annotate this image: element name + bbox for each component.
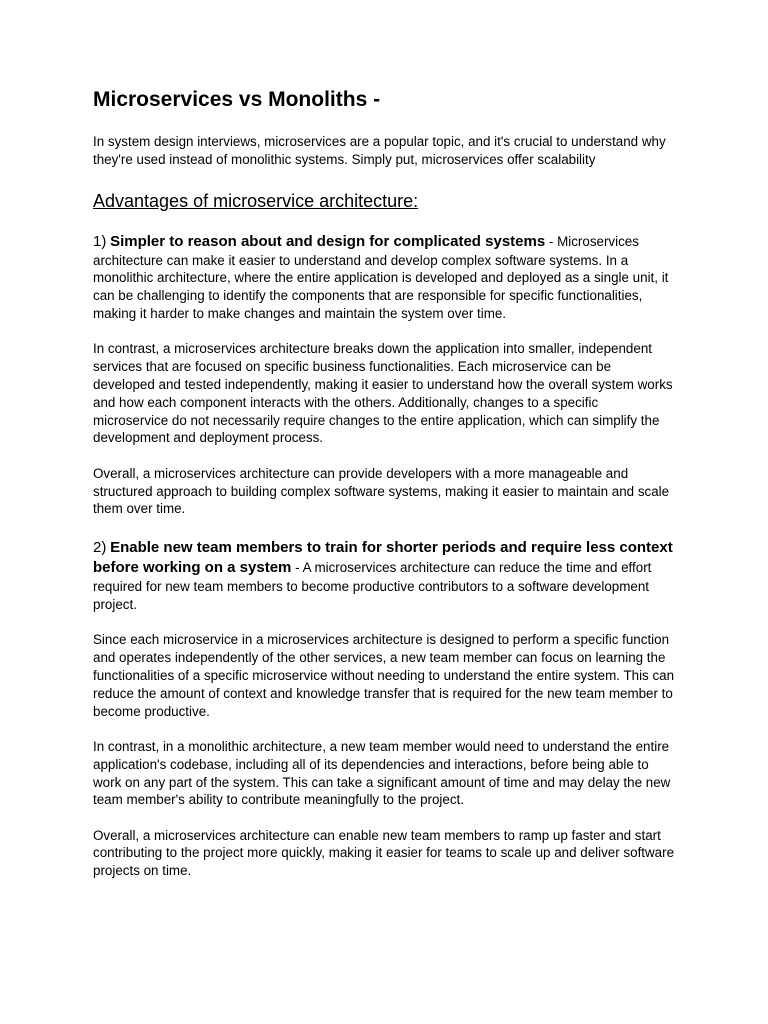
- advantage-2-separator: -: [291, 560, 303, 576]
- advantage-2-lead-paragraph: [93, 538, 676, 614]
- advantage-1-heading: Simpler to reason about and design for complicated systems: [110, 232, 546, 250]
- advantage-2-heading: Enable new team members to train for shorter periods and require less context before working on a system: [93, 539, 673, 577]
- document-title: Microservices vs Monoliths -: [93, 88, 381, 111]
- advantage-2-number: 2): [93, 539, 107, 557]
- advantage-item-2: [93, 538, 676, 880]
- advantage-1-paragraph-2: In contrast, a microservices architecture breaks down the application into smaller, independent services that are focused on specific business functionalities. Each microservice can be developed and tested independently, making it easier to understand how the overall system works and how each component interacts with the others. Additionally, changes to a specific microservice do not necessarily require changes to the entire application, which can simplify the development and deployment process.: [93, 341, 673, 446]
- advantage-2-paragraph-2: Since each microservice in a microservices architecture is designed to perform a specific function and operates independently of the other services, a new team member can focus on learning the functionalities of a specific microservice without needing to understand the entire system. This can reduce the amount of context and knowledge transfer that is required for the new team member to become productive.: [93, 632, 675, 719]
- advantage-2-lead: A microservices architecture can reduce the time and effort required for new team members to become productive contributors to a software development project.: [93, 560, 652, 612]
- intro-paragraph: In system design interviews, microservices are a popular topic, and it's crucial to understand why they're used instead of monolithic systems. Simply put, microservices offer scalability: [93, 134, 666, 167]
- advantage-2-paragraph-3: In contrast, in a monolithic architecture, a new team member would need to understand the entire application's codebase, including all of its dependencies and interactions, before being able to work on any part of the system. This can take a significant amount of time and may delay the new team member's ability to contribute meaningfully to the project.: [93, 738, 671, 808]
- advantage-1-number: 1): [93, 232, 107, 250]
- advantage-1-paragraph-3: Overall, a microservices architecture can provide developers with a more manageable and structured approach to building complex software systems, making it easier to maintain and scale them over time.: [93, 465, 670, 517]
- advantage-1-lead: Microservices architecture can make it easier to understand and develop complex software systems. In a monolithic architecture, where the entire application is developed and deployed as a single unit, it can be challenging to identify the components that are responsible for specific functionalities, making it harder to make changes and maintain the system over time.: [93, 233, 669, 321]
- advantage-1-separator: -: [545, 233, 558, 249]
- advantage-item-1: [93, 232, 676, 519]
- advantage-1-lead-paragraph: [93, 232, 676, 323]
- advantages-subheading: Advantages of microservice architecture:: [93, 190, 419, 211]
- advantage-2-paragraph-4: Overall, a microservices architecture can enable new team members to ramp up faster and start contributing to the project more quickly, making it easier for teams to scale up and deliver software projects on time.: [93, 827, 675, 879]
